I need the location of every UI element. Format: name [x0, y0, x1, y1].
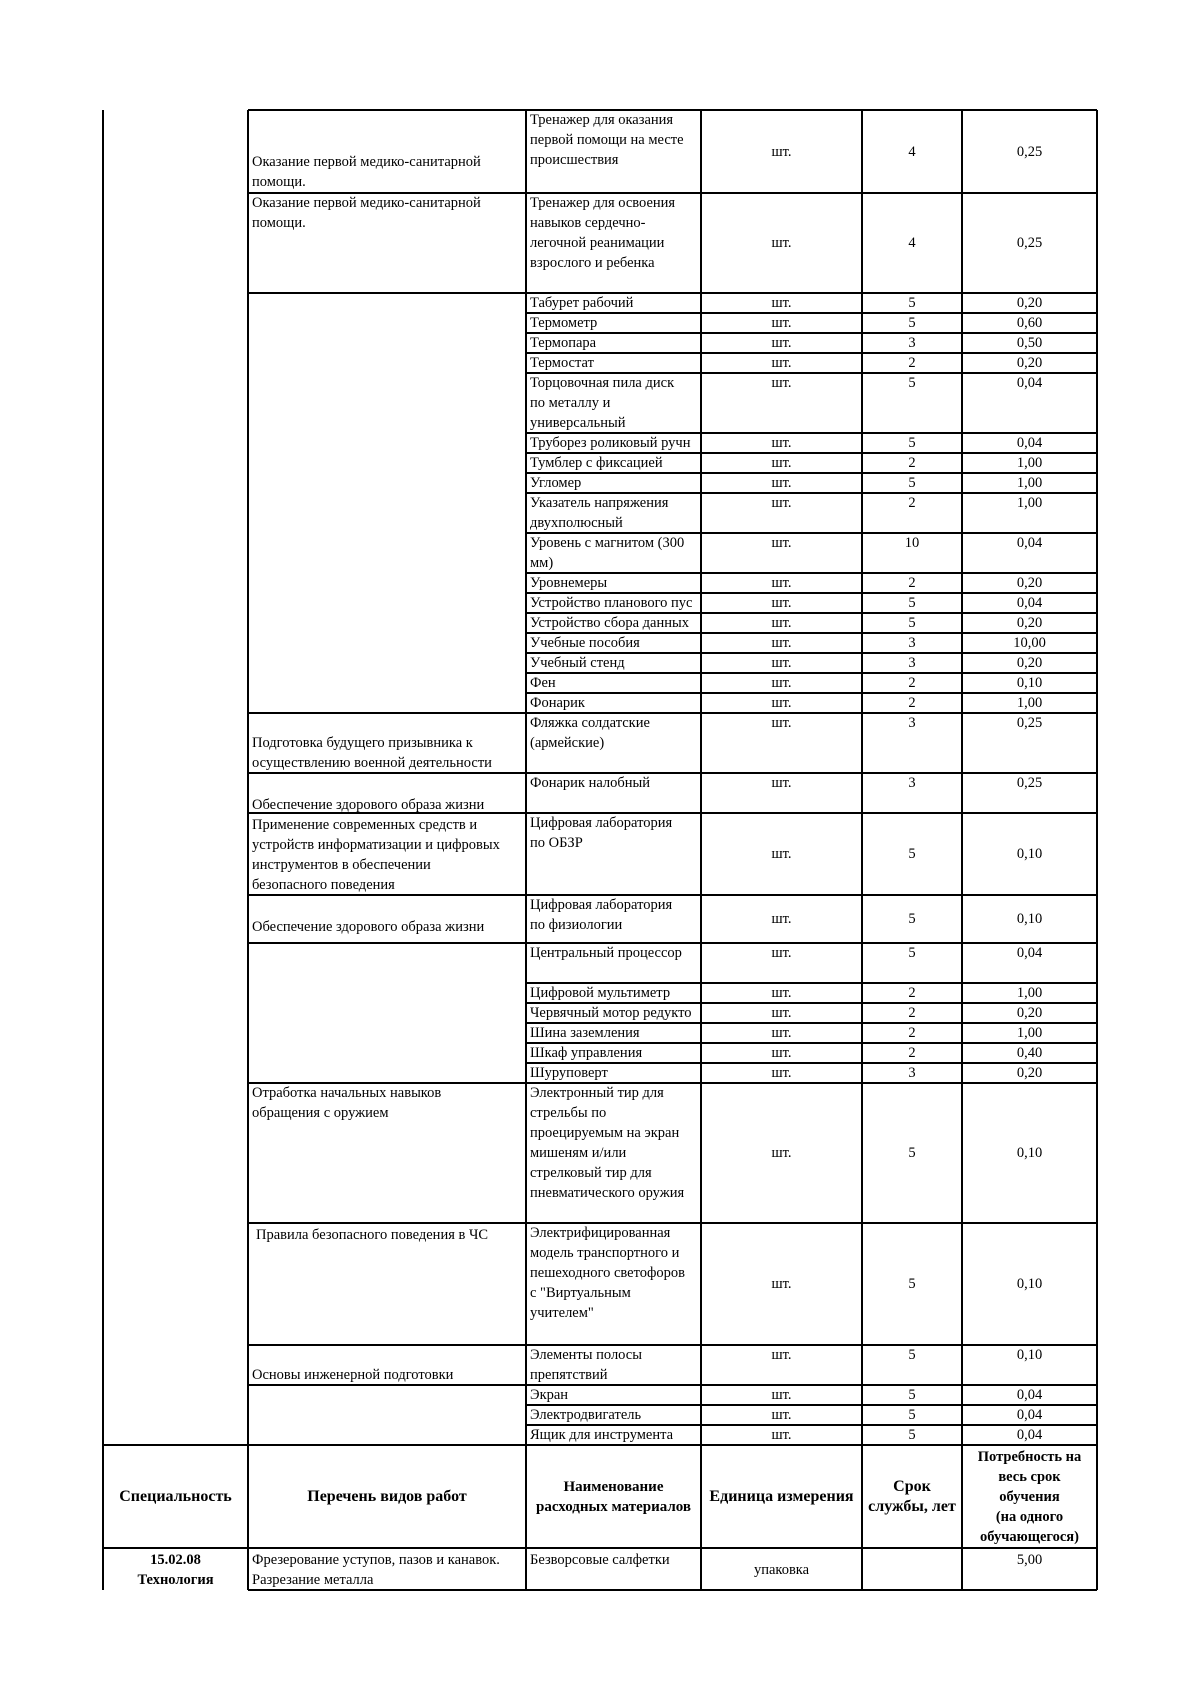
service-life-cell: 3	[908, 775, 916, 791]
need-cell: 0,20	[1016, 295, 1043, 311]
unit-cell: шт.	[771, 535, 792, 551]
need-cell: 0,40	[1016, 1045, 1043, 1061]
need-cell: 1,00	[1016, 985, 1043, 1001]
service-life-cell: 2	[908, 1025, 916, 1041]
unit-cell: шт.	[771, 575, 792, 591]
table-border	[525, 110, 527, 1445]
unit-cell: шт.	[771, 846, 792, 862]
service-life-cell: 5	[908, 846, 916, 862]
unit-cell: шт.	[771, 295, 792, 311]
need-cell: 0,04	[1016, 1387, 1043, 1403]
service-life-cell: 2	[908, 455, 916, 471]
service-life-cell: 5	[908, 911, 916, 927]
unit-cell: шт.	[771, 1025, 792, 1041]
service-life-cell: 2	[908, 355, 916, 371]
unit-cell: шт.	[771, 455, 792, 471]
work-type: Оказание первой медико-санитарной помощи.	[252, 195, 481, 231]
material-name: Цифровой мультиметр	[530, 985, 671, 1001]
service-life-cell: 4	[908, 235, 916, 251]
service-life-cell: 2	[908, 985, 916, 1001]
service-life-cell: 3	[908, 655, 916, 671]
service-life-cell: 5	[908, 615, 916, 631]
service-life-cell: 5	[908, 375, 916, 391]
service-life-cell: 2	[908, 495, 916, 511]
material-name: Червячный мотор редукто	[530, 1005, 692, 1021]
need-cell: 5,00	[1016, 1552, 1043, 1568]
service-life-cell: 2	[908, 1045, 916, 1061]
unit-cell: шт.	[771, 911, 792, 927]
material-name: Указатель напряжения двухполюсный	[530, 495, 669, 531]
unit-cell: шт.	[771, 615, 792, 631]
material-name: Устройство планового пус	[530, 595, 693, 611]
unit-cell: шт.	[771, 335, 792, 351]
material-name: Угломер	[530, 475, 582, 491]
unit-cell: шт.	[771, 1347, 792, 1363]
service-life-cell: 5	[908, 1276, 916, 1292]
unit-cell: шт.	[771, 695, 792, 711]
unit-cell: шт.	[771, 775, 792, 791]
service-life-cell: 5	[908, 1407, 916, 1423]
work-type: Оказание первой медико-санитарной помощи.	[252, 154, 481, 190]
unit-cell: шт.	[771, 1387, 792, 1403]
need-cell: 0,25	[1016, 144, 1043, 160]
unit-cell: шт.	[771, 1276, 792, 1292]
need-cell: 1,00	[1016, 495, 1043, 511]
service-life-cell: 5	[908, 315, 916, 331]
need-cell: 1,00	[1016, 455, 1043, 471]
need-cell: 0,10	[1016, 1145, 1043, 1161]
material-name: Термостат	[530, 355, 594, 371]
header-work-types: Перечень видов работ	[307, 1487, 467, 1505]
need-cell: 0,25	[1016, 235, 1043, 251]
unit-cell: шт.	[771, 945, 792, 961]
material-name: Шуруповерт	[530, 1065, 608, 1081]
service-life-cell: 5	[908, 1347, 916, 1363]
table-border	[247, 110, 249, 1445]
service-life-cell: 4	[908, 144, 916, 160]
need-cell: 0,20	[1016, 355, 1043, 371]
material-name: Цифровая лаборатория по ОБЗР	[530, 815, 673, 851]
work-type: Обеспечение здорового образа жизни	[252, 919, 485, 935]
need-cell: 0,04	[1016, 945, 1043, 961]
material-name: Уровнемеры	[530, 575, 608, 591]
unit-cell: шт.	[771, 1407, 792, 1423]
unit-cell: шт.	[771, 435, 792, 451]
header-service-life: Срок службы, лет	[868, 1477, 956, 1515]
unit-cell: упаковка	[753, 1562, 810, 1578]
service-life-cell: 5	[908, 475, 916, 491]
material-name: Тренажер для оказания первой помощи на месте происшествия	[530, 112, 684, 168]
service-life-cell: 3	[908, 1065, 916, 1081]
unit-cell: шт.	[771, 495, 792, 511]
unit-cell: шт.	[771, 375, 792, 391]
header-material-name: Наименование расходных материалов	[535, 1478, 691, 1515]
need-cell: 0,25	[1016, 715, 1043, 731]
need-cell: 0,20	[1016, 575, 1043, 591]
unit-cell: шт.	[771, 715, 792, 731]
service-life-cell: 5	[908, 1427, 916, 1443]
work-type: Фрезерование уступов, пазов и канавок. Разрезание металла	[252, 1552, 500, 1588]
table-border	[525, 1548, 527, 1590]
service-life-cell: 5	[908, 945, 916, 961]
material-name: Учебный стенд	[530, 655, 625, 671]
need-cell: 0,10	[1016, 911, 1043, 927]
need-cell: 0,04	[1016, 595, 1043, 611]
need-cell: 1,00	[1016, 1025, 1043, 1041]
service-life-cell: 3	[908, 335, 916, 351]
need-cell: 0,60	[1016, 315, 1043, 331]
service-life-cell: 10	[904, 535, 920, 551]
header-specialty: Специальность	[119, 1487, 232, 1505]
material-name: Экран	[530, 1387, 569, 1403]
service-life-cell: 5	[908, 595, 916, 611]
unit-cell: шт.	[771, 675, 792, 691]
material-name: Табурет рабочий	[530, 295, 634, 311]
work-type: Отработка начальных навыков обращения с оружием	[252, 1085, 442, 1121]
need-cell: 0,20	[1016, 615, 1043, 631]
material-name: Безворсовые салфетки	[530, 1552, 670, 1568]
service-life-cell: 5	[908, 295, 916, 311]
need-cell: 0,04	[1016, 375, 1043, 391]
need-cell: 10,00	[1013, 635, 1046, 651]
material-name: Учебные пособия	[530, 635, 640, 651]
service-life-cell: 2	[908, 1005, 916, 1021]
need-cell: 0,04	[1016, 435, 1043, 451]
material-name: Цифровая лаборатория по физиологии	[530, 897, 673, 933]
service-life-cell: 2	[908, 675, 916, 691]
work-type: Обеспечение здорового образа жизни	[252, 797, 485, 813]
unit-cell: шт.	[771, 1427, 792, 1443]
material-name: Электродвигатель	[530, 1407, 642, 1423]
material-name: Термопара	[530, 335, 597, 351]
service-life-cell: 5	[908, 435, 916, 451]
unit-cell: шт.	[771, 144, 792, 160]
material-name: Тренажер для освоения навыков сердечно- легочной реанимации взрослого и ребенка	[530, 195, 676, 271]
material-name: Фонарик	[530, 695, 585, 711]
need-cell: 0,20	[1016, 1005, 1043, 1021]
service-life-cell: 2	[908, 575, 916, 591]
work-type: Правила безопасного поведения в ЧС	[256, 1227, 489, 1243]
material-name: Шина заземления	[530, 1025, 640, 1041]
service-life-cell: 3	[908, 715, 916, 731]
unit-cell: шт.	[771, 985, 792, 1001]
material-name: Ящик для инструмента	[530, 1427, 674, 1443]
need-cell: 0,10	[1016, 846, 1043, 862]
specialty-code: 15.02.08	[150, 1552, 201, 1568]
need-cell: 0,10	[1016, 675, 1043, 691]
material-name: Электрифицированная модель транспортного и пешеходного светофоров с "Виртуальным учителем"	[530, 1225, 686, 1321]
unit-cell: шт.	[771, 475, 792, 491]
unit-cell: шт.	[771, 235, 792, 251]
unit-cell: шт.	[771, 1065, 792, 1081]
header-unit: Единица измерения	[709, 1487, 854, 1505]
header-need: Потребность на весь срок обучения (на одного обучающегося)	[977, 1448, 1082, 1545]
specialty-name: Технология	[137, 1572, 214, 1588]
material-name: Фен	[530, 675, 556, 691]
table-border	[102, 110, 104, 1590]
need-cell: 0,20	[1016, 1065, 1043, 1081]
material-name: Труборез роликовый ручн	[530, 435, 691, 451]
need-cell: 1,00	[1016, 695, 1043, 711]
need-cell: 1,00	[1016, 475, 1043, 491]
material-name: Центральный процессор	[530, 945, 682, 961]
unit-cell: шт.	[771, 655, 792, 671]
service-life-cell: 2	[908, 695, 916, 711]
unit-cell: шт.	[771, 635, 792, 651]
work-type: Применение современных средств и устройств информатизации и цифровых инструментов в обеспечении безопасного поведения	[252, 817, 500, 893]
need-cell: 0,04	[1016, 535, 1043, 551]
need-cell: 0,50	[1016, 335, 1043, 351]
unit-cell: шт.	[771, 1005, 792, 1021]
material-name: Элементы полосы препятствий	[530, 1347, 642, 1383]
material-name: Электронный тир для стрельбы по проецируемым на экран мишеням и/или стрелковый тир для пневматического оружия	[530, 1085, 685, 1201]
work-type: Подготовка будущего призывника к осуществлению военной деятельности	[252, 735, 492, 771]
work-type: Основы инженерной подготовки	[252, 1367, 454, 1383]
need-cell: 0,25	[1016, 775, 1043, 791]
material-name: Торцовочная пила диск по металлу и универсальный	[530, 375, 675, 431]
unit-cell: шт.	[771, 1145, 792, 1161]
material-name: Термометр	[530, 315, 598, 331]
material-name: Фонарик налобный	[530, 775, 651, 791]
unit-cell: шт.	[771, 595, 792, 611]
need-cell: 0,20	[1016, 655, 1043, 671]
material-name: Шкаф управления	[530, 1045, 643, 1061]
material-name: Тумблер с фиксацией	[530, 455, 663, 471]
service-life-cell: 5	[908, 1145, 916, 1161]
unit-cell: шт.	[771, 315, 792, 331]
material-name: Фляжка солдатские (армейские)	[530, 715, 650, 751]
need-cell: 0,04	[1016, 1427, 1043, 1443]
unit-cell: шт.	[771, 355, 792, 371]
need-cell: 0,04	[1016, 1407, 1043, 1423]
service-life-cell: 5	[908, 1387, 916, 1403]
need-cell: 0,10	[1016, 1347, 1043, 1363]
material-name: Устройство сбора данных	[530, 615, 690, 631]
material-name: Уровень с магнитом (300 мм)	[530, 535, 685, 571]
need-cell: 0,10	[1016, 1276, 1043, 1292]
service-life-cell: 3	[908, 635, 916, 651]
unit-cell: шт.	[771, 1045, 792, 1061]
